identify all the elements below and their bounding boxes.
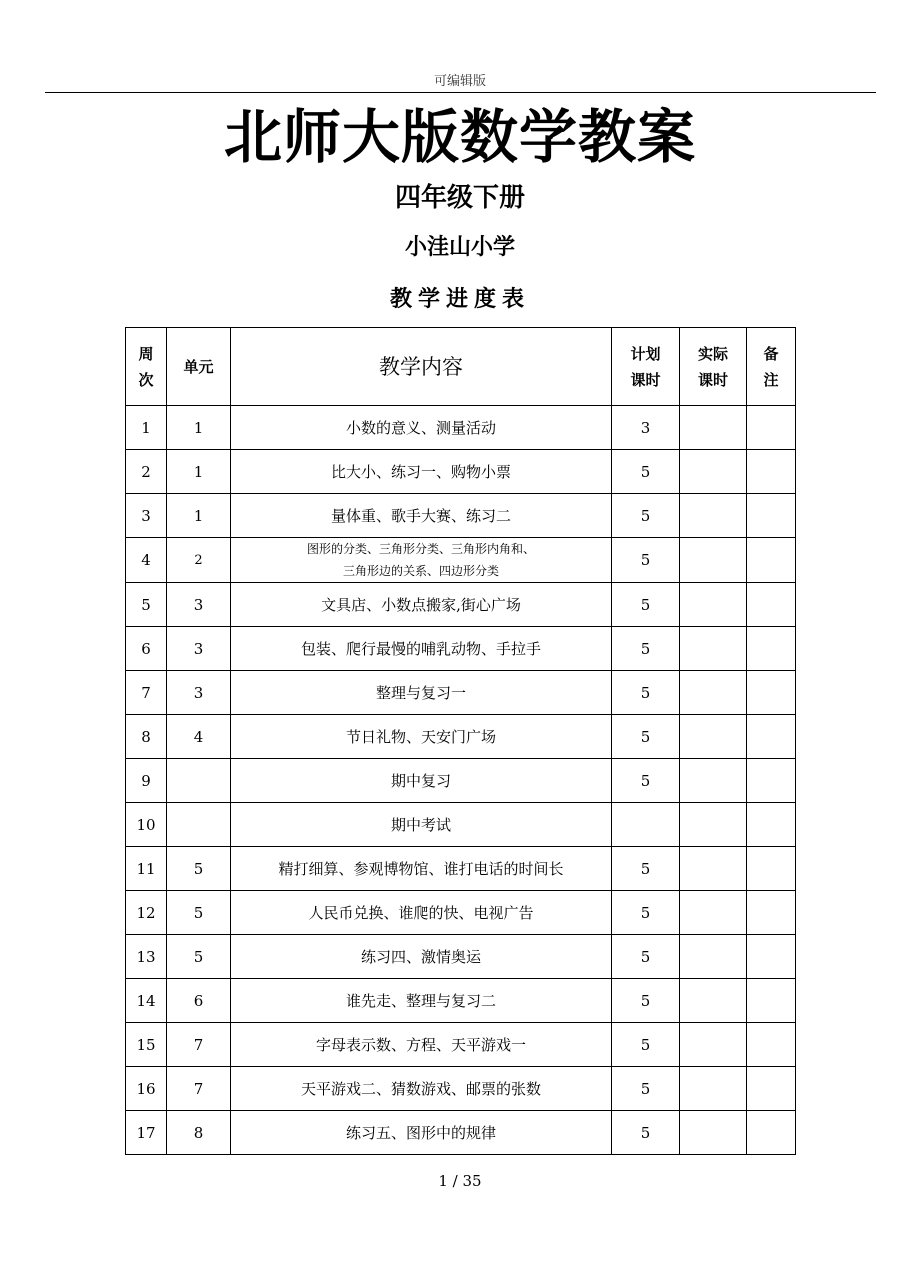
document-title: 北师大版数学教案 xyxy=(223,103,696,171)
header-unit-label: 单元 xyxy=(183,357,214,376)
cell-actual xyxy=(680,583,747,627)
table-row xyxy=(126,979,796,1023)
cell-week: 12 xyxy=(126,891,167,935)
header-week-label: 周次 xyxy=(138,344,154,389)
cell-planned: 3 xyxy=(612,406,680,450)
cell-planned: 5 xyxy=(612,538,680,583)
cell-unit: 7 xyxy=(167,1023,231,1067)
page-header: 可编辑版 xyxy=(433,74,486,89)
cell-content: 节日礼物、天安门广场 xyxy=(231,715,612,759)
cell-actual xyxy=(680,538,747,583)
header-planned-label: 计划课时 xyxy=(630,344,661,389)
cell-week: 9 xyxy=(126,759,167,803)
page-number: 1 / 35 xyxy=(438,1172,482,1190)
cell-notes xyxy=(747,450,796,494)
document-subtitle: 四年级下册 xyxy=(394,183,525,213)
cell-actual xyxy=(680,891,747,935)
cell-unit: 7 xyxy=(167,1067,231,1111)
cell-week: 1 xyxy=(126,406,167,450)
cell-week: 17 xyxy=(126,1111,167,1155)
header-planned xyxy=(612,328,680,406)
cell-planned: 5 xyxy=(612,494,680,538)
table-row xyxy=(126,1111,796,1155)
header-unit xyxy=(167,328,231,406)
cell-unit: 8 xyxy=(167,1111,231,1155)
cell-notes xyxy=(747,583,796,627)
cell-actual xyxy=(680,1067,747,1111)
cell-actual xyxy=(680,847,747,891)
cell-actual xyxy=(680,494,747,538)
cell-content: 期中复习 xyxy=(231,759,612,803)
cell-notes xyxy=(747,494,796,538)
cell-content: 天平游戏二、猜数游戏、邮票的张数 xyxy=(231,1067,612,1111)
table-header-row xyxy=(126,328,796,406)
cell-planned: 5 xyxy=(612,450,680,494)
cell-unit: 4 xyxy=(167,715,231,759)
table-row xyxy=(126,1067,796,1111)
cell-notes xyxy=(747,935,796,979)
cell-actual xyxy=(680,715,747,759)
cell-notes xyxy=(747,715,796,759)
cell-notes xyxy=(747,979,796,1023)
table-row xyxy=(126,847,796,891)
cell-content: 小数的意义、测量活动 xyxy=(231,406,612,450)
cell-unit: 5 xyxy=(167,891,231,935)
table-row xyxy=(126,538,796,583)
table-row xyxy=(126,803,796,847)
cell-actual xyxy=(680,1111,747,1155)
cell-content: 比大小、练习一、购物小票 xyxy=(231,450,612,494)
cell-unit: 2 xyxy=(167,538,231,583)
cell-week: 3 xyxy=(126,494,167,538)
cell-planned: 5 xyxy=(612,1067,680,1111)
cell-planned: 5 xyxy=(612,759,680,803)
cell-notes xyxy=(747,538,796,583)
table-row xyxy=(126,627,796,671)
cell-actual xyxy=(680,627,747,671)
cell-content: 包装、爬行最慢的哺乳动物、手拉手 xyxy=(231,627,612,671)
cell-unit: 5 xyxy=(167,847,231,891)
cell-planned: 5 xyxy=(612,1023,680,1067)
cell-content: 量体重、歌手大赛、练习二 xyxy=(231,494,612,538)
schedule-table xyxy=(125,327,796,1155)
table-row xyxy=(126,494,796,538)
cell-content: 练习四、激情奥运 xyxy=(231,935,612,979)
cell-planned: 5 xyxy=(612,627,680,671)
cell-planned: 5 xyxy=(612,847,680,891)
header-actual-label: 实际课时 xyxy=(697,344,728,389)
header-notes-label: 备注 xyxy=(763,344,779,389)
cell-planned: 5 xyxy=(612,1111,680,1155)
cell-notes xyxy=(747,759,796,803)
cell-actual xyxy=(680,1023,747,1067)
table-title: 教学进度表 xyxy=(389,287,530,312)
cell-notes xyxy=(747,406,796,450)
cell-notes xyxy=(747,1023,796,1067)
cell-content: 谁先走、整理与复习二 xyxy=(231,979,612,1023)
cell-unit: 1 xyxy=(167,450,231,494)
cell-notes xyxy=(747,671,796,715)
cell-unit: 1 xyxy=(167,406,231,450)
cell-planned: 5 xyxy=(612,979,680,1023)
cell-actual xyxy=(680,450,747,494)
cell-actual xyxy=(680,803,747,847)
cell-actual xyxy=(680,979,747,1023)
cell-notes xyxy=(747,627,796,671)
cell-content: 整理与复习一 xyxy=(231,671,612,715)
header-content-label: 教学内容 xyxy=(379,354,463,379)
cell-actual xyxy=(680,406,747,450)
cell-content-line: 图形的分类、三角形分类、三角形内角和、 xyxy=(306,542,535,556)
cell-content: 文具店、小数点搬家,街心广场 xyxy=(231,583,612,627)
table-row xyxy=(126,935,796,979)
cell-unit: 3 xyxy=(167,671,231,715)
cell-notes xyxy=(747,1111,796,1155)
cell-content: 字母表示数、方程、天平游戏一 xyxy=(231,1023,612,1067)
cell-content: 练习五、图形中的规律 xyxy=(231,1111,612,1155)
cell-actual xyxy=(680,935,747,979)
cell-week: 5 xyxy=(126,583,167,627)
cell-week: 15 xyxy=(126,1023,167,1067)
cell-content: 期中考试 xyxy=(231,803,612,847)
cell-planned: 5 xyxy=(612,671,680,715)
cell-week: 14 xyxy=(126,979,167,1023)
cell-content: 人民币兑换、谁爬的快、电视广告 xyxy=(231,891,612,935)
table-row xyxy=(126,759,796,803)
table-row xyxy=(126,671,796,715)
cell-notes xyxy=(747,1067,796,1111)
cell-planned: 5 xyxy=(612,715,680,759)
header-rule xyxy=(45,92,876,93)
cell-week: 8 xyxy=(126,715,167,759)
cell-planned: 5 xyxy=(612,935,680,979)
cell-planned: 5 xyxy=(612,891,680,935)
cell-unit xyxy=(167,803,231,847)
cell-actual xyxy=(680,759,747,803)
cell-content xyxy=(231,538,612,583)
cell-notes xyxy=(747,847,796,891)
cell-unit: 6 xyxy=(167,979,231,1023)
table-row xyxy=(126,450,796,494)
cell-unit: 3 xyxy=(167,583,231,627)
cell-week: 10 xyxy=(126,803,167,847)
cell-week: 6 xyxy=(126,627,167,671)
table-row xyxy=(126,891,796,935)
table-row xyxy=(126,583,796,627)
cell-notes xyxy=(747,803,796,847)
header-notes xyxy=(747,328,796,406)
cell-week: 13 xyxy=(126,935,167,979)
cell-week: 2 xyxy=(126,450,167,494)
cell-week: 16 xyxy=(126,1067,167,1111)
cell-notes xyxy=(747,891,796,935)
header-content xyxy=(231,328,612,406)
table-row xyxy=(126,406,796,450)
cell-planned xyxy=(612,803,680,847)
school-name: 小洼山小学 xyxy=(404,235,515,260)
cell-content: 精打细算、参观博物馆、谁打电话的时间长 xyxy=(231,847,612,891)
header-week xyxy=(126,328,167,406)
cell-actual xyxy=(680,671,747,715)
cell-unit: 5 xyxy=(167,935,231,979)
cell-week: 4 xyxy=(126,538,167,583)
table-row xyxy=(126,715,796,759)
cell-planned: 5 xyxy=(612,583,680,627)
cell-unit xyxy=(167,759,231,803)
cell-week: 11 xyxy=(126,847,167,891)
cell-unit: 3 xyxy=(167,627,231,671)
cell-content-line: 三角形边的关系、四边形分类 xyxy=(342,564,499,578)
header-actual xyxy=(680,328,747,406)
cell-unit: 1 xyxy=(167,494,231,538)
table-row xyxy=(126,1023,796,1067)
cell-week: 7 xyxy=(126,671,167,715)
